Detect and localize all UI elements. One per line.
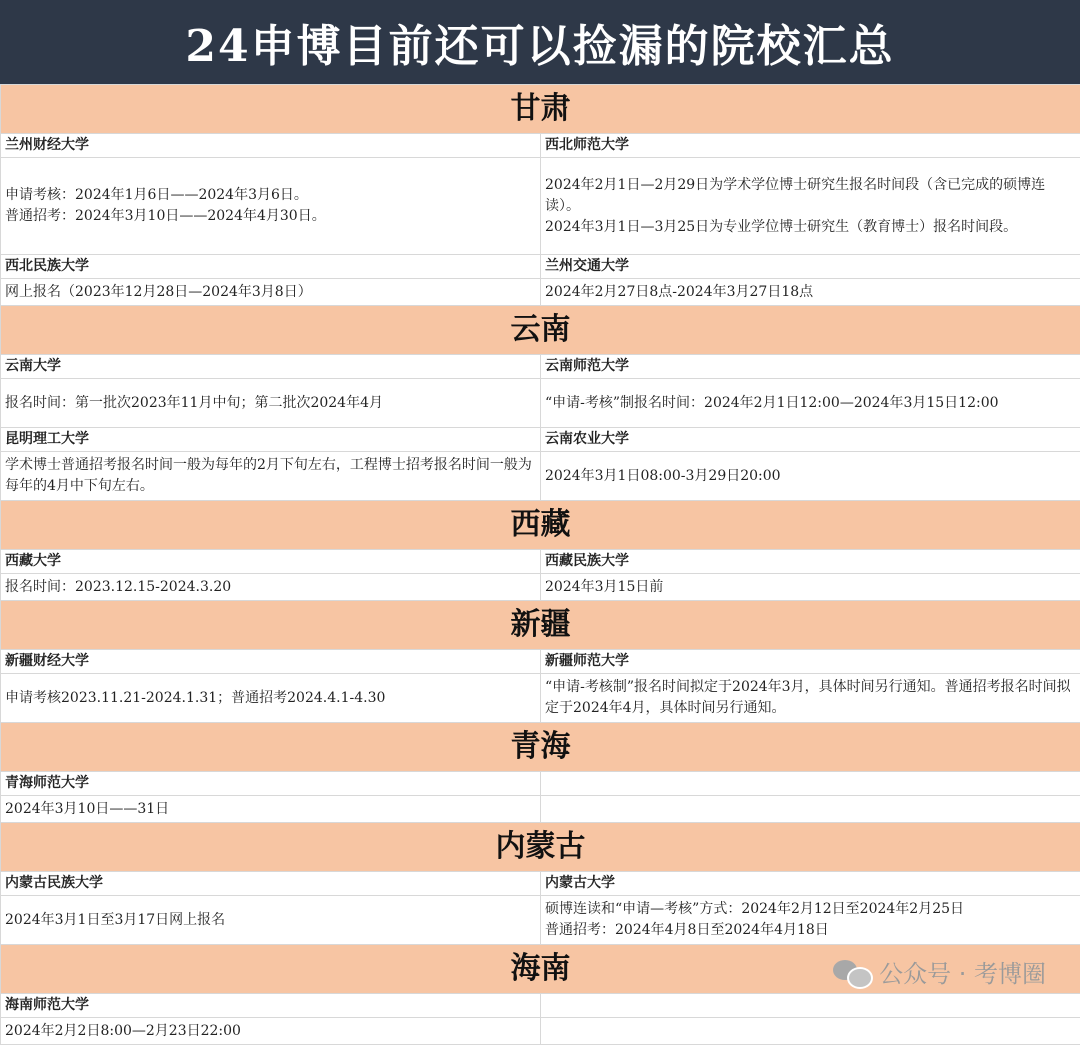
region-header-row <box>1 306 1080 355</box>
region-name: 西藏 <box>1 501 1080 550</box>
school-name: 昆明理工大学 <box>1 428 541 452</box>
school-name <box>541 772 1080 796</box>
watermark-text: 公众号 · 考博圈 <box>879 954 1046 989</box>
school-info-row <box>1 674 1080 723</box>
school-name: 新疆财经大学 <box>1 650 541 674</box>
region-name: 青海 <box>1 723 1080 772</box>
school-info: 报名时间：2023.12.15-2024.3.20 <box>1 574 541 601</box>
school-name: 西藏民族大学 <box>541 550 1080 574</box>
school-name-row <box>1 428 1080 452</box>
school-info: 申请考核2023.11.21-2024.1.31；普通招考2024.4.1-4.30 <box>1 674 541 723</box>
school-info-row <box>1 796 1080 823</box>
school-info-row <box>1 1018 1080 1045</box>
region-name: 云南 <box>1 306 1080 355</box>
school-info: 硕博连读和“申请—考核”方式：2024年2月12日至2024年2月25日 普通招考：2024年4月8日至2024年4月18日 <box>541 896 1080 945</box>
school-info: 2024年3月1日08:00-3月29日20:00 <box>541 452 1080 501</box>
region-header-row <box>1 601 1080 650</box>
school-name <box>541 994 1080 1018</box>
region-name: 海南 <box>1 945 1080 994</box>
school-name: 兰州财经大学 <box>1 134 541 158</box>
region-name: 新疆 <box>1 601 1080 650</box>
page-title: 24申博目前还可以捡漏的院校汇总 <box>0 0 1080 84</box>
school-info: 申请考核：2024年1月6日——2024年3月6日。 普通招考：2024年3月10日——2024年4月30日。 <box>1 158 541 255</box>
school-info-row <box>1 279 1080 306</box>
region-header-row <box>1 823 1080 872</box>
region-header-row <box>1 723 1080 772</box>
school-info: 网上报名（2023年12月28日—2024年3月8日） <box>1 279 541 306</box>
school-info: 2024年2月1日—2月29日为学术学位博士研究生报名时间段（含已完成的硕博连读）。 2024年3月1日—3月25日为专业学位博士研究生（教育博士）报名时间段。 <box>541 158 1080 255</box>
school-name-row <box>1 355 1080 379</box>
school-name: 云南农业大学 <box>541 428 1080 452</box>
watermark <box>833 954 1046 989</box>
school-name: 青海师范大学 <box>1 772 541 796</box>
school-name: 新疆师范大学 <box>541 650 1080 674</box>
school-name-row <box>1 994 1080 1018</box>
region-name: 甘肃 <box>1 85 1080 134</box>
school-name: 内蒙古民族大学 <box>1 872 541 896</box>
school-name-row <box>1 772 1080 796</box>
school-name: 西藏大学 <box>1 550 541 574</box>
school-info: 2024年3月1日至3月17日网上报名 <box>1 896 541 945</box>
school-name-row <box>1 134 1080 158</box>
school-info: 2024年3月15日前 <box>541 574 1080 601</box>
school-info: “申请-考核制”报名时间拟定于2024年3月，具体时间另行通知。普通招考报名时间拟定于2024年4月，具体时间另行通知。 <box>541 674 1080 723</box>
school-name: 海南师范大学 <box>1 994 541 1018</box>
school-info-row <box>1 574 1080 601</box>
schools-table <box>0 84 1080 1045</box>
school-info: 2024年2月27日8点-2024年3月27日18点 <box>541 279 1080 306</box>
school-info-row <box>1 158 1080 255</box>
school-name: 西北师范大学 <box>541 134 1080 158</box>
school-info: 2024年3月10日——31日 <box>1 796 541 823</box>
school-info: 学术博士普通招考报名时间一般为每年的2月下旬左右，工程博士招考报名时间一般为每年的4月中下旬左右。 <box>1 452 541 501</box>
school-info-row <box>1 379 1080 428</box>
school-info: 报名时间：第一批次2023年11月中旬；第二批次2024年4月 <box>1 379 541 428</box>
school-info: 2024年2月2日8:00—2月23日22:00 <box>1 1018 541 1045</box>
region-name: 内蒙古 <box>1 823 1080 872</box>
school-info <box>541 796 1080 823</box>
region-header-row <box>1 85 1080 134</box>
school-name-row <box>1 650 1080 674</box>
school-name: 云南大学 <box>1 355 541 379</box>
school-name-row <box>1 255 1080 279</box>
school-name: 西北民族大学 <box>1 255 541 279</box>
school-name: 兰州交通大学 <box>541 255 1080 279</box>
school-name: 云南师范大学 <box>541 355 1080 379</box>
region-header-row <box>1 501 1080 550</box>
wechat-icon <box>833 958 871 986</box>
school-info <box>541 1018 1080 1045</box>
school-name: 内蒙古大学 <box>541 872 1080 896</box>
school-info-row <box>1 452 1080 501</box>
school-info: “申请-考核”制报名时间：2024年2月1日12:00—2024年3月15日12:00 <box>541 379 1080 428</box>
school-name-row <box>1 872 1080 896</box>
school-name-row <box>1 550 1080 574</box>
school-info-row <box>1 896 1080 945</box>
